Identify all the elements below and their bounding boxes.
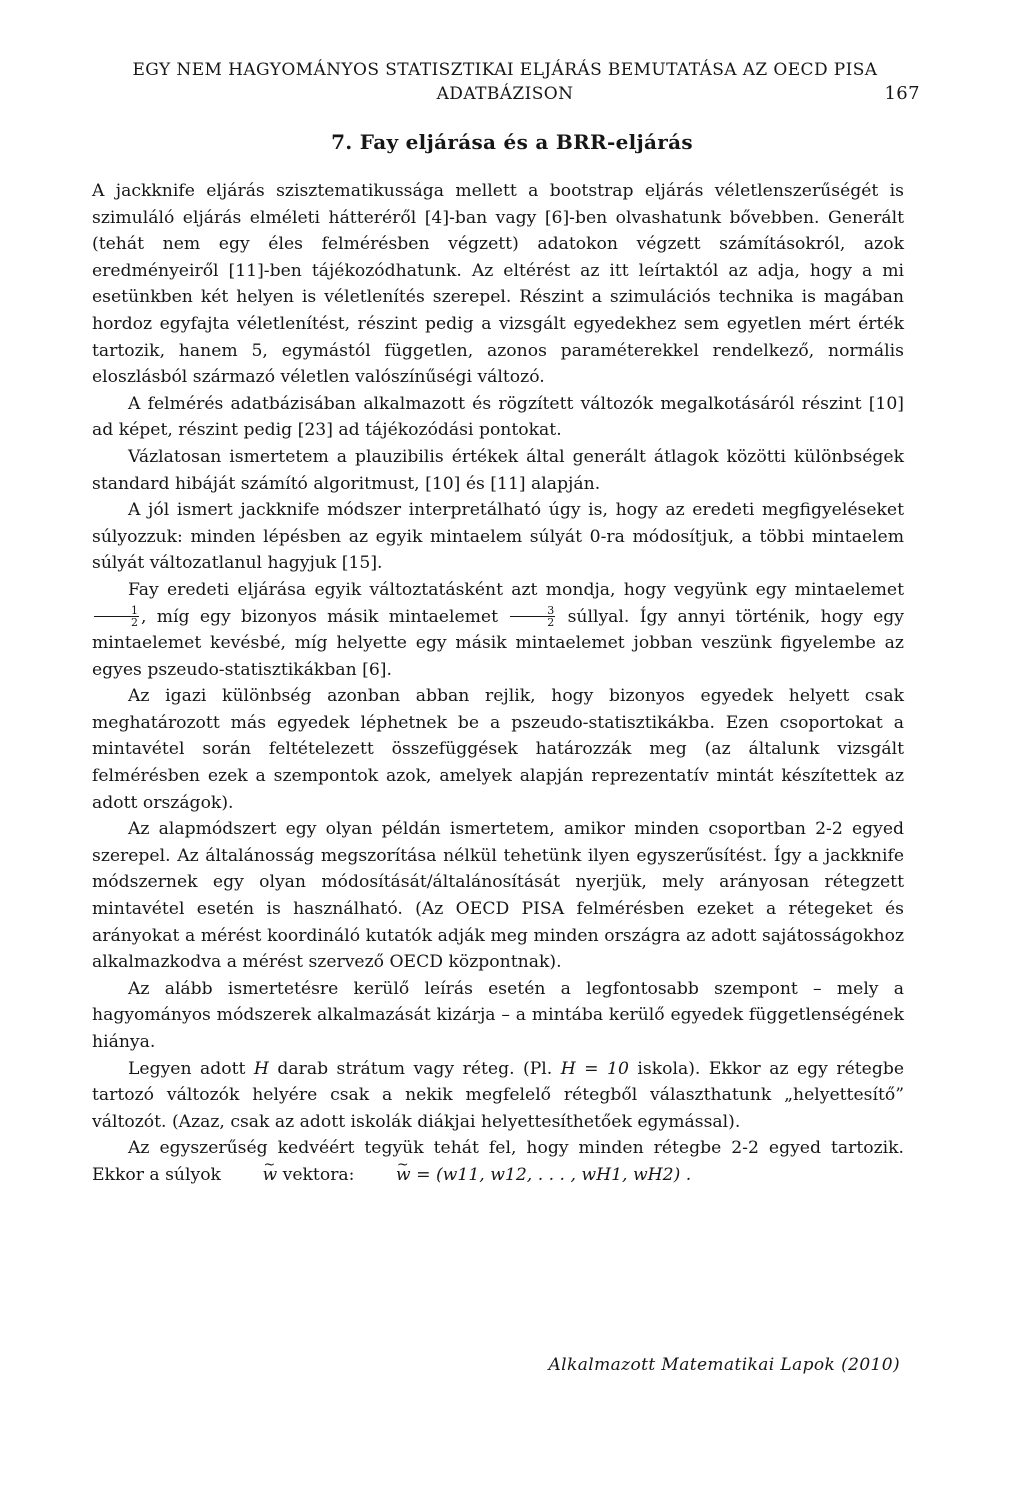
page-number: 167 <box>884 83 920 104</box>
paragraph-4: A jól ismert jackknife módszer interpretálható úgy is, hogy az eredeti megfigyeléseket súlyozzuk: minden lépésben az egyik mintaelem súlyát 0-ra módosítjuk, a többi mintaelem súlyát változatlanul hagyjuk [15]. <box>92 500 904 574</box>
paragraph-7: Az alapmódszert egy olyan példán ismertetem, amikor minden csoportban 2-2 egyed szerepel. Az általánosság megszorítása nélkül tehetünk ilyen egyszerűsítést. Így a jackknife módszernek egy olyan módosítását/általánosítását nyerjük, mely arányosan rétegzett mintavétel esetén is használható. (Az OECD PISA felmérésben ezeket a rétegeket és arányokat a mérést koordináló kutatók adják meg minden országra az adott sajátosságokhoz alkalmazkodva a mérést szervező OECD központnak). <box>92 819 904 973</box>
fraction-three-halves <box>510 605 555 628</box>
fraction-denominator: 2 <box>547 616 555 630</box>
paragraph-9-part-c: iskola). Ekkor az egy rétegbe tartozó változók helyére csak a nekik megfelelő rétegből választhatunk „helyettesítő” változót. (Azaz, csak az adott iskolák diákjai helyettesíthetőek egymással). <box>92 1058 904 1132</box>
fraction-one-half <box>94 605 139 628</box>
paragraph-6: Az igazi különbség azonban abban rejlik, hogy bizonyos egyedek helyett csak meghatározott más egyedek léphetnek be a pszeudo-statisztikákba. Ezen csoportokat a mintavétel során feltételezett összefüggések határozzák meg (az általunk vizsgált felmérésben ezek a szempontok azok, amelyek alapján reprezentatív mintát készítettek az adott országok). <box>92 686 904 813</box>
fraction-numerator: 1 <box>94 605 139 617</box>
weight-vector-symbol: ~ w <box>226 1162 277 1189</box>
paragraph-9 <box>92 1056 904 1136</box>
body-text <box>92 178 904 1189</box>
paragraph-9-part-b: darab strátum vagy réteg. (Pl. <box>277 1058 553 1079</box>
paragraph-10-part-b: vektora: <box>282 1164 355 1185</box>
paragraph-10-part-a: Az egyszerűség kedvéért tegyük tehát fel, hogy minden rétegbe 2-2 egyed tartozik. Ekkor a súlyok <box>92 1138 904 1185</box>
paragraph-2: A felmérés adatbázisában alkalmazott és rögzített változók megalkotásáról részint [10] ad képet, részint pedig [23] ad tájékozódási pontokat. <box>92 393 904 441</box>
weight-vector-symbol: ~ w <box>360 1162 411 1189</box>
header-line-2-text: ADATBÁZISON <box>436 84 574 104</box>
paragraph-5-part-c: súllyal. Így annyi történik, hogy egy mintaelemet kevésbé, míg helyette egy másik mintaelemet jobban veszünk figyelembe az egyes pszeudo-statisztikákban [6]. <box>92 606 904 680</box>
journal-footer: Alkalmazott Matematikai Lapok (2010) <box>548 1355 900 1375</box>
paragraph-5-part-a: Fay eredeti eljárása egyik változtatásként azt mondja, hogy vegyünk egy mintaelemet <box>128 579 904 600</box>
paragraph-3: Vázlatosan ismertetem a plauzibilis értékek által generált átlagok közötti különbségek standard hibáját számító algoritmust, [10] és [11] alapján. <box>92 446 904 494</box>
fraction-denominator: 2 <box>131 616 138 630</box>
paragraph-9-part-a: Legyen adott <box>128 1058 246 1079</box>
paragraph-10 <box>92 1135 904 1188</box>
header-line-1: EGY NEM HAGYOMÁNYOS STATISZTIKAI ELJÁRÁS BEMUTATÁSA AZ OECD PISA <box>132 60 878 80</box>
paragraph-5 <box>92 577 904 683</box>
section-title: 7. Fay eljárása és a BRR-eljárás <box>331 130 693 154</box>
math-equation: H = 10 <box>560 1058 629 1079</box>
math-variable-h: H <box>253 1058 269 1079</box>
paragraph-8: Az alább ismertetésre kerülő leírás esetén a legfontosabb szempont – mely a hagyományos módszerek alkalmazását kizárja – a mintába kerülő egyedek függetlenségének hiánya. <box>92 978 904 1052</box>
paragraph-1: A jackknife eljárás szisztematikussága mellett a bootstrap eljárás véletlenszerűségét is szimuláló eljárás elméleti hátteréről [4]-ban vagy [6]-ben olvashatunk bővebben. Generált (tehát nem egy éles felmérésben végzett) adatokon végzett számításokról, azok eredményeiről [11]-ben tájékozódhatunk. Az eltérést az itt leírtaktól az adja, hogy a mi esetünkben két helyen is véletlenítés szerepel. Részint a szimulációs technika is magában hordoz egyfajta véletlenítést, részint pedig a vizsgált egyedekhez sem egyetlen mért érték tartozik, hanem 5, egymástól független, azonos paraméterekkel rendelkező, normális eloszlásból származó véletlen valószínűségi változó. <box>92 181 904 388</box>
running-header <box>90 58 920 106</box>
weight-vector-formula: = (w11, w12, . . . , wH1, wH2) . <box>416 1164 692 1185</box>
fraction-numerator: 3 <box>510 605 555 617</box>
header-line-2 <box>90 82 920 106</box>
paragraph-5-part-b: , míg egy bizonyos másik mintaelemet <box>141 606 498 627</box>
